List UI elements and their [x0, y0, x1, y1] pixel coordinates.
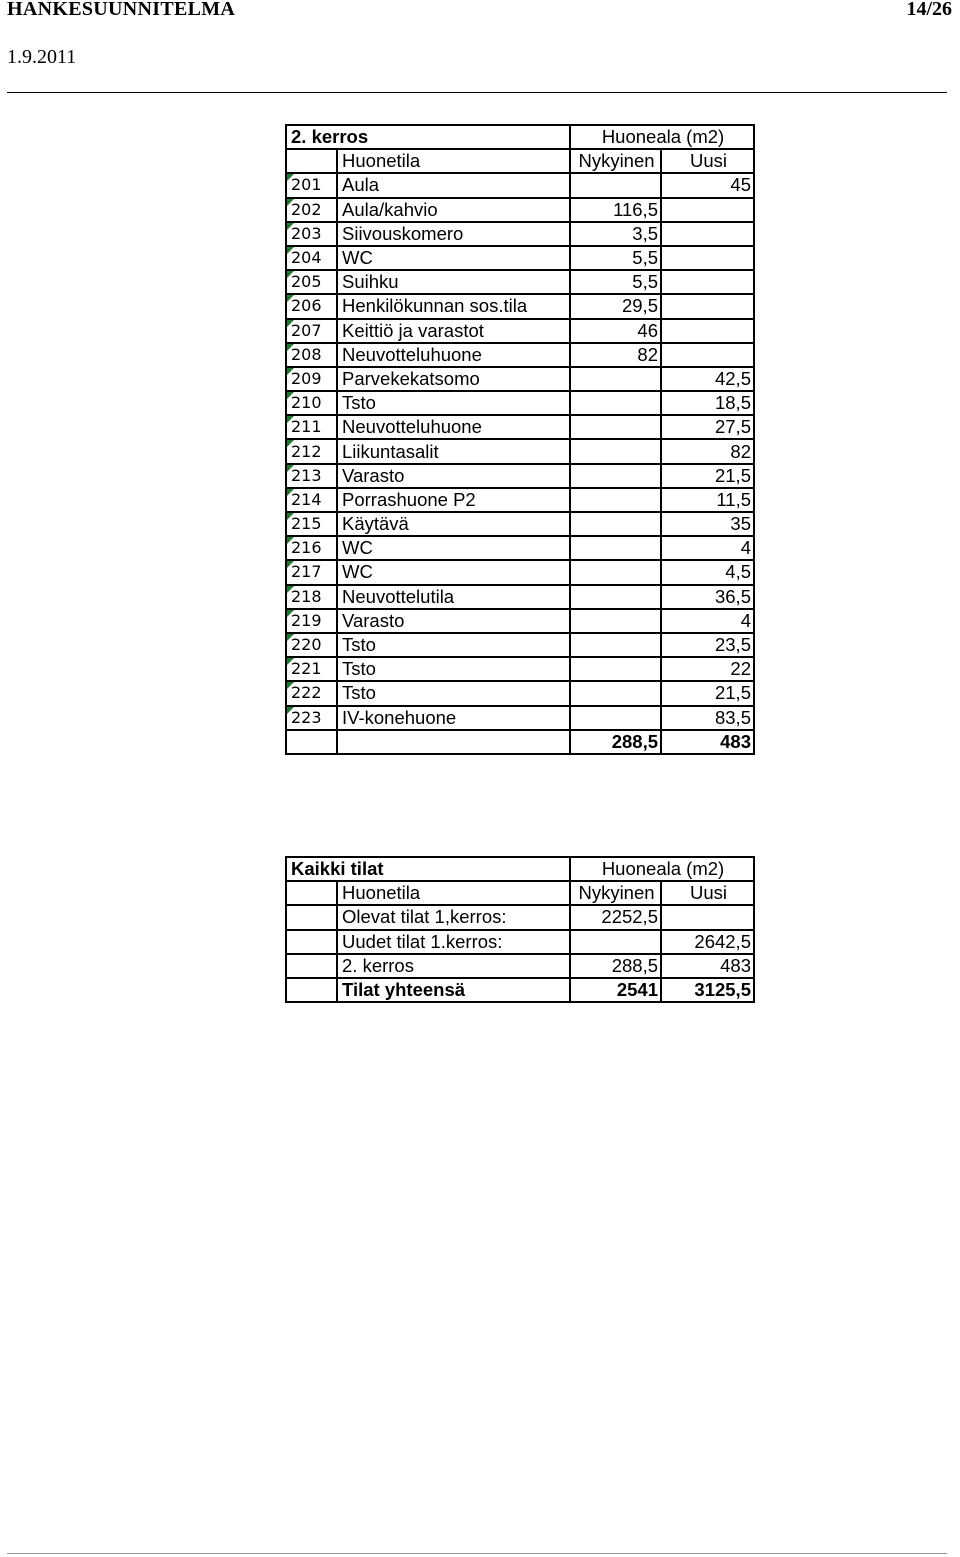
table-row [286, 930, 754, 954]
table-row [286, 488, 754, 512]
room-number: 201 [286, 173, 337, 197]
room-name: Henkilökunnan sos.tila [337, 294, 570, 318]
new-area [661, 905, 754, 929]
room-name: WC [337, 560, 570, 584]
room-name: Siivouskomero [337, 222, 570, 246]
current-area [570, 536, 661, 560]
room-number: 203 [286, 222, 337, 246]
document-date: 1.9.2011 [7, 46, 77, 68]
current-area [570, 585, 661, 609]
current-area [570, 512, 661, 536]
total-current: 2541 [570, 978, 661, 1002]
space-name: Uudet tilat 1.kerros: [337, 930, 570, 954]
current-area [570, 706, 661, 730]
room-name: Aula [337, 173, 570, 197]
room-number: 221 [286, 657, 337, 681]
new-area: 27,5 [661, 415, 754, 439]
total-current: 288,5 [570, 730, 661, 754]
col-current-header: Nykyinen [570, 881, 661, 905]
new-area: 35 [661, 512, 754, 536]
floor2-area-table [285, 124, 755, 755]
room-number: 212 [286, 439, 337, 463]
new-area: 2642,5 [661, 930, 754, 954]
new-area [661, 343, 754, 367]
table-row [286, 439, 754, 463]
table-row [286, 415, 754, 439]
room-name: Suihku [337, 270, 570, 294]
total-label-spacer [337, 730, 570, 754]
table-row [286, 270, 754, 294]
current-area [570, 633, 661, 657]
room-name: Tsto [337, 657, 570, 681]
current-area: 29,5 [570, 294, 661, 318]
room-number: 214 [286, 488, 337, 512]
room-name: Varasto [337, 464, 570, 488]
new-area: 483 [661, 954, 754, 978]
table-row [286, 367, 754, 391]
room-number: 206 [286, 294, 337, 318]
room-number: 204 [286, 246, 337, 270]
col-room-header: Huonetila [337, 881, 570, 905]
table-title: 2. kerros [286, 125, 570, 149]
room-number: 207 [286, 319, 337, 343]
current-area: 116,5 [570, 198, 661, 222]
header-spacer [286, 149, 337, 173]
room-name: Parvekekatsomo [337, 367, 570, 391]
new-area: 18,5 [661, 391, 754, 415]
room-name: Varasto [337, 609, 570, 633]
table-row [286, 173, 754, 197]
new-area: 4 [661, 609, 754, 633]
new-area [661, 246, 754, 270]
current-area [570, 930, 661, 954]
space-name: Olevat tilat 1,kerros: [337, 905, 570, 929]
table-row [286, 246, 754, 270]
footer-divider [7, 1553, 947, 1554]
room-name: WC [337, 536, 570, 560]
current-area: 46 [570, 319, 661, 343]
table-row [286, 319, 754, 343]
new-area: 23,5 [661, 633, 754, 657]
table-row [286, 294, 754, 318]
room-number: 209 [286, 367, 337, 391]
table-row [286, 706, 754, 730]
room-number: 222 [286, 681, 337, 705]
current-area: 5,5 [570, 246, 661, 270]
current-area [570, 657, 661, 681]
current-area [570, 415, 661, 439]
current-area: 2252,5 [570, 905, 661, 929]
room-number: 215 [286, 512, 337, 536]
room-name: Neuvotteluhuone [337, 415, 570, 439]
total-spacer [286, 978, 337, 1002]
current-area [570, 609, 661, 633]
new-area: 83,5 [661, 706, 754, 730]
current-area [570, 391, 661, 415]
room-number: 223 [286, 706, 337, 730]
room-number: 216 [286, 536, 337, 560]
table-title-row [286, 857, 754, 881]
new-area [661, 270, 754, 294]
row-spacer [286, 930, 337, 954]
space-name: 2. kerros [337, 954, 570, 978]
current-area: 82 [570, 343, 661, 367]
new-area: 4,5 [661, 560, 754, 584]
room-name: Porrashuone P2 [337, 488, 570, 512]
current-area: 288,5 [570, 954, 661, 978]
room-name: Liikuntasalit [337, 439, 570, 463]
table-row [286, 681, 754, 705]
new-area: 42,5 [661, 367, 754, 391]
current-area [570, 464, 661, 488]
header-spacer [286, 881, 337, 905]
total-label: Tilat yhteensä [337, 978, 570, 1002]
table-title: Kaikki tilat [286, 857, 570, 881]
room-number: 220 [286, 633, 337, 657]
page-number: 14/26 [906, 0, 952, 20]
room-name: Neuvotteluhuone [337, 343, 570, 367]
new-area: 21,5 [661, 681, 754, 705]
all-spaces-table [285, 856, 755, 1003]
new-area: 21,5 [661, 464, 754, 488]
total-new: 3125,5 [661, 978, 754, 1002]
header-divider [7, 92, 947, 93]
room-number: 218 [286, 585, 337, 609]
table-row [286, 657, 754, 681]
room-number: 213 [286, 464, 337, 488]
current-area [570, 367, 661, 391]
total-row [286, 978, 754, 1002]
new-area [661, 294, 754, 318]
table-row [286, 464, 754, 488]
current-area [570, 173, 661, 197]
table-row [286, 343, 754, 367]
room-number: 211 [286, 415, 337, 439]
room-number: 202 [286, 198, 337, 222]
col-current-header: Nykyinen [570, 149, 661, 173]
current-area [570, 560, 661, 584]
new-area: 22 [661, 657, 754, 681]
col-new-header: Uusi [661, 149, 754, 173]
current-area [570, 488, 661, 512]
new-area: 4 [661, 536, 754, 560]
new-area [661, 198, 754, 222]
col-new-header: Uusi [661, 881, 754, 905]
new-area [661, 319, 754, 343]
table-row [286, 954, 754, 978]
table-title-row [286, 125, 754, 149]
new-area: 11,5 [661, 488, 754, 512]
room-name: Aula/kahvio [337, 198, 570, 222]
room-name: Tsto [337, 633, 570, 657]
table-row [286, 633, 754, 657]
total-new: 483 [661, 730, 754, 754]
room-number: 219 [286, 609, 337, 633]
document-title: HANKESUUNNITELMA [7, 0, 236, 20]
room-number: 210 [286, 391, 337, 415]
room-name: Tsto [337, 681, 570, 705]
table-row [286, 536, 754, 560]
room-name: WC [337, 246, 570, 270]
current-area [570, 439, 661, 463]
current-area: 5,5 [570, 270, 661, 294]
area-header: Huoneala (m2) [570, 857, 754, 881]
table-row [286, 512, 754, 536]
current-area [570, 681, 661, 705]
room-name: IV-konehuone [337, 706, 570, 730]
room-name: Neuvottelutila [337, 585, 570, 609]
room-number: 208 [286, 343, 337, 367]
col-room-header: Huonetila [337, 149, 570, 173]
new-area [661, 222, 754, 246]
table-row [286, 585, 754, 609]
table-row [286, 198, 754, 222]
room-number: 217 [286, 560, 337, 584]
room-name: Keittiö ja varastot [337, 319, 570, 343]
row-spacer [286, 954, 337, 978]
current-area: 3,5 [570, 222, 661, 246]
table-row [286, 609, 754, 633]
table-row [286, 222, 754, 246]
row-spacer [286, 905, 337, 929]
room-number: 205 [286, 270, 337, 294]
area-header: Huoneala (m2) [570, 125, 754, 149]
total-row [286, 730, 754, 754]
room-name: Käytävä [337, 512, 570, 536]
table-row [286, 905, 754, 929]
new-area: 36,5 [661, 585, 754, 609]
table-row [286, 560, 754, 584]
new-area: 45 [661, 173, 754, 197]
total-spacer [286, 730, 337, 754]
column-header-row [286, 149, 754, 173]
table-row [286, 391, 754, 415]
column-header-row [286, 881, 754, 905]
room-name: Tsto [337, 391, 570, 415]
new-area: 82 [661, 439, 754, 463]
